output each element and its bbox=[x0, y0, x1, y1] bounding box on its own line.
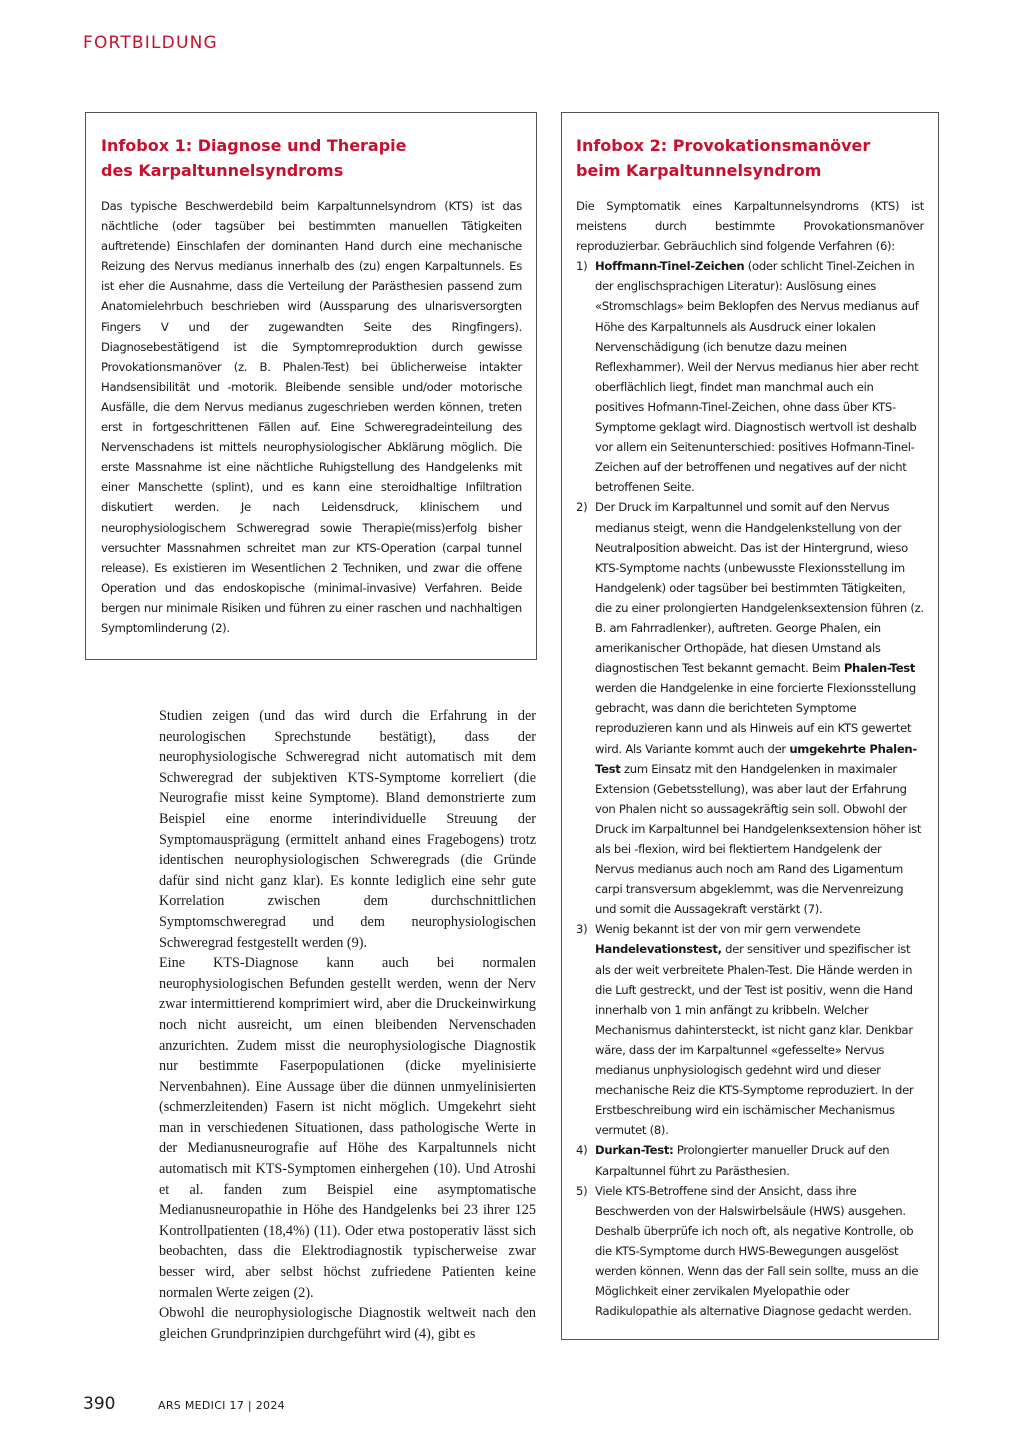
maneuver-item bbox=[576, 1140, 924, 1180]
maneuver-term: Handelevationstest, bbox=[595, 942, 722, 957]
section-label: FORTBILDUNG bbox=[83, 33, 218, 53]
maneuver-term: Phalen-Test bbox=[843, 661, 916, 676]
infobox-provocation-maneuvers bbox=[561, 112, 939, 1340]
maneuver-term: umgekehrte Phalen-Test bbox=[595, 741, 917, 776]
infobox-title-line: beim Karpaltunnelsyndrom bbox=[576, 161, 822, 180]
maneuver-item bbox=[576, 1181, 924, 1322]
maneuver-text: (oder schlicht Tinel-Zeichen in der englischsprachigen Literatur): Auslösung eines «Stromschlags» beim Beklopfen des Nervus medianus auf Höhe des Karpaltunnels als Ausdruck einer lokalen Nervenschädigung (ich benutze dazu meinen Reflexhammer). Weil der Nervus medianus hier aber recht oberflächlich liegt, findet man manchmal auch ein positives Hofmann-Tinel-Zeichen, ohne dass über KTS-Symptome geklagt wird. Diagnostisch wertvoll ist deshalb vor allem ein Seitenunterschied: positives Hofmann-Tinel-Zeichen auf der betroffenen und negatives auf der nicht betroffenen Seite. bbox=[595, 259, 919, 495]
maneuver-text: der sensitiver und spezifischer ist als der weit verbreitete Phalen-Test. Die Hände werden in die Luft gestreckt, und der Test ist positiv, wenn die Hand innerhalb von 1 min anfängt zu kribbeln. Welcher Mechanismus dahintersteckt, ist nicht ganz klar. Denkbar wäre, dass der im Karpaltunnel «gefesselte» Nervus medianus unphysiologisch gedehnt wird und dieser mechanische Reiz die KTS-Symptome reproduziert. In der Erstbeschreibung wird ein ischämischer Mechanismus vermutet (8). bbox=[595, 942, 914, 1138]
infobox-title-line: des Karpaltunnelsyndroms bbox=[101, 161, 344, 180]
list-number: 1) bbox=[576, 259, 588, 274]
list-number: 2) bbox=[576, 500, 588, 515]
maneuver-text: Prolongierter manueller Druck auf den Karpaltunnel führt zu Parästhesien. bbox=[595, 1143, 890, 1178]
maneuver-item bbox=[576, 497, 924, 919]
body-paragraph: Studien zeigen (und das wird durch die Erfahrung in der neurologischen Sprechstunde bestätigt), dass der neurophysiologische Schweregrad nicht automatisch mit dem Schweregrad der subjektiven KTS-Symptome korreliert (die Neurografie misst keine Symptome). Bland demonstrierte zum Beispiel eine enorme interindividuelle Streuung der Symptomausprägung (ermittelt anhand eines Fragebogens) trotz identischen neurophysiologischen Schweregrads (die Gründe dafür sind nicht ganz klar). Es konnte lediglich eine sehr gute Korrelation zwischen dem durchschnittlichen Symptomschweregrad und dem neurophysiologischen Schweregrad festgestellt werden (9). bbox=[159, 708, 536, 951]
maneuver-list bbox=[576, 256, 924, 1321]
list-number: 4) bbox=[576, 1143, 588, 1158]
body-paragraph: Eine KTS-Diagnose kann auch bei normalen neurophysiologischen Befunden gestellt werden, wenn der Nerv zwar intermittierend komprimiert wird, aber die Druckeinwirkung noch nicht ausreicht, um einen bleibenden Nervenschaden anzurichten. Zudem misst die neurophysiologische Diagnostik nur bestimmte Faserpopulationen (dicke myelinisierte Nervenbahnen). Eine Aussage über die dünnen unmyelinisierten (schmerzleitenden) Fasern ist nicht möglich. Umgekehrt sieht man in verschiedenen Situationen, dass pathologische Werte in der Medianusneurografie auf Höhe des Karpaltunnels nicht automatisch mit KTS-Symptomen einhergehen (10). Und Atroshi et al. fanden zum Beispiel eine asymptomatische Medianusneuropathie in Höhe des Handgelenks bei 23 ihrer 125 Kontrollpatienten (18,4%) (11). Oder etwa postoperativ lässt sich beobachten, dass die Elektrodiagnostik typischerweise zwar besser wird, aber selbst höchst zufriedene Patienten keine normalen Werte zeigen (2). bbox=[159, 955, 536, 1301]
maneuver-text: werden die Handgelenke in eine forcierte Flexionsstellung gebracht, was dann die berichteten Symptome reproduzieren kann und als Hinweis auf ein KTS gewertet wird. Als Variante kommt auch der bbox=[595, 681, 916, 756]
journal-issue: ARS MEDICI 17 | 2024 bbox=[158, 1399, 285, 1412]
maneuver-text: zum Einsatz mit den Handgelenken in maximaler Extension (Gebetsstellung), was aber laut der Erfahrung von Phalen nicht so aussagekräftig sein soll. Obwohl der Druck im Karpaltunnel bei Handgelenksextension höher ist als bei -flexion, wird bei flektiertem Handgelenk der Nervus medianus auch noch am Rand des Ligamentum carpi transversum abgeklemmt, was die Nervenreizung und somit die Aussagekraft verstärkt (7). bbox=[595, 761, 922, 917]
infobox-title-line: Infobox 2: Provokationsmanöver bbox=[576, 136, 871, 155]
infobox-title bbox=[576, 133, 924, 183]
infobox-diagnosis-therapy bbox=[85, 112, 537, 660]
maneuver-item bbox=[576, 256, 924, 497]
page-number: 390 bbox=[83, 1394, 116, 1414]
maneuver-term: Hoffmann-Tinel-Zeichen bbox=[595, 259, 745, 274]
infobox-intro: Die Symptomatik eines Karpaltunnelsyndroms (KTS) ist meistens durch bestimmte Provokationsmanöver reproduzierbar. Gebräuchlich sind folgende Verfahren (6): bbox=[576, 199, 924, 254]
maneuver-text: Wenig bekannt ist der von mir gern verwendete bbox=[595, 922, 861, 937]
maneuver-text: Der Druck im Karpaltunnel und somit auf den Nervus medianus steigt, wenn die Handgelenkstellung von der Neutralposition abweicht. Das ist der Hintergrund, wieso KTS-Symptome nachts (unbewusste Flexionsstellung im Handgelenk) oder tagsüber bei bestimmten Tätigkeiten, die zu einer prolongierten Handgelenksextension führen (z. B. am Fahrradlenker), auftreten. George Phalen, ein amerikanischer Orthopäde, hat diesen Umstand als diagnostischen Test bekannt gemacht. Beim bbox=[595, 500, 924, 676]
infobox-text: Das typische Beschwerdebild beim Karpaltunnelsyndrom (KTS) ist das nächtliche (oder tagsüber bei bestimmten manuellen Tätigkeiten auftretende) Einschlafen der dominanten Hand durch eine mechanische Reizung des Nervus medianus innerhalb des (zu) engen Karpaltunnels. Es ist eher die Ausnahme, dass die Verteilung der Parästhesien passend zum Anatomielehrbuch beschrieben wird (Aussparung des ulnarisversorgten Fingers V und der zugewandten Seite des Ringfingers). Diagnosebestätigend ist die Symptomreproduktion durch gewisse Provokationsmanöver (z. B. Phalen-Test) bei üblicherweise intakter Handsensibilität und -motorik. Bleibende sensible und/oder motorische Ausfälle, die dem Nervus medianus zugeschrieben werden können, treten erst in fortgeschrittenen Fällen auf. Eine Schweregradeinteilung des Nervenschadens ist mittels neurophysiologischer Abklärung möglich. Die erste Massnahme ist eine nächtliche Ruhigstellung des Handgelenks mit einer Manschette (splint), und es kann eine steroidhaltige Infiltration diskutiert werden. Je nach Leidensdruck, klinischem und neurophysiologischem Schweregrad sowie Therapie(miss)erfolg bisher versuchter Massnahmen schreitet man zur KTS-Operation (carpal tunnel release). Es existieren im Wesentlichen 2 Techniken, und zwar die offene Operation und das endoskopische (minimal-invasive) Verfahren. Beide bergen nur minimale Risiken und führen zu einer raschen und nachhaltigen Symptomlinderung (2). bbox=[101, 199, 522, 635]
list-number: 3) bbox=[576, 922, 588, 937]
list-number: 5) bbox=[576, 1183, 588, 1198]
article-body bbox=[159, 706, 536, 1344]
maneuver-text: Viele KTS-Betroffene sind der Ansicht, dass ihre Beschwerden von der Halswirbelsäule (HWS) ausgehen. Deshalb überprüfe ich noch oft, als negative Kontrolle, ob die KTS-Symptome durch HWS-Bewegungen ausgelöst werden können. Wenn das der Fall sein sollte, muss an die Möglichkeit einer zervikalen Myelopathie oder Radikulopathie als alternative Diagnose gedacht werden. bbox=[595, 1183, 919, 1319]
infobox-title-line: Infobox 1: Diagnose und Therapie bbox=[101, 136, 407, 155]
infobox-title bbox=[101, 133, 522, 183]
maneuver-term: Durkan-Test: bbox=[595, 1143, 674, 1158]
body-paragraph: Obwohl die neurophysiologische Diagnostik weltweit nach den gleichen Grundprinzipien durchgeführt wird (4), gibt es bbox=[159, 1305, 536, 1342]
maneuver-item bbox=[576, 919, 924, 1140]
